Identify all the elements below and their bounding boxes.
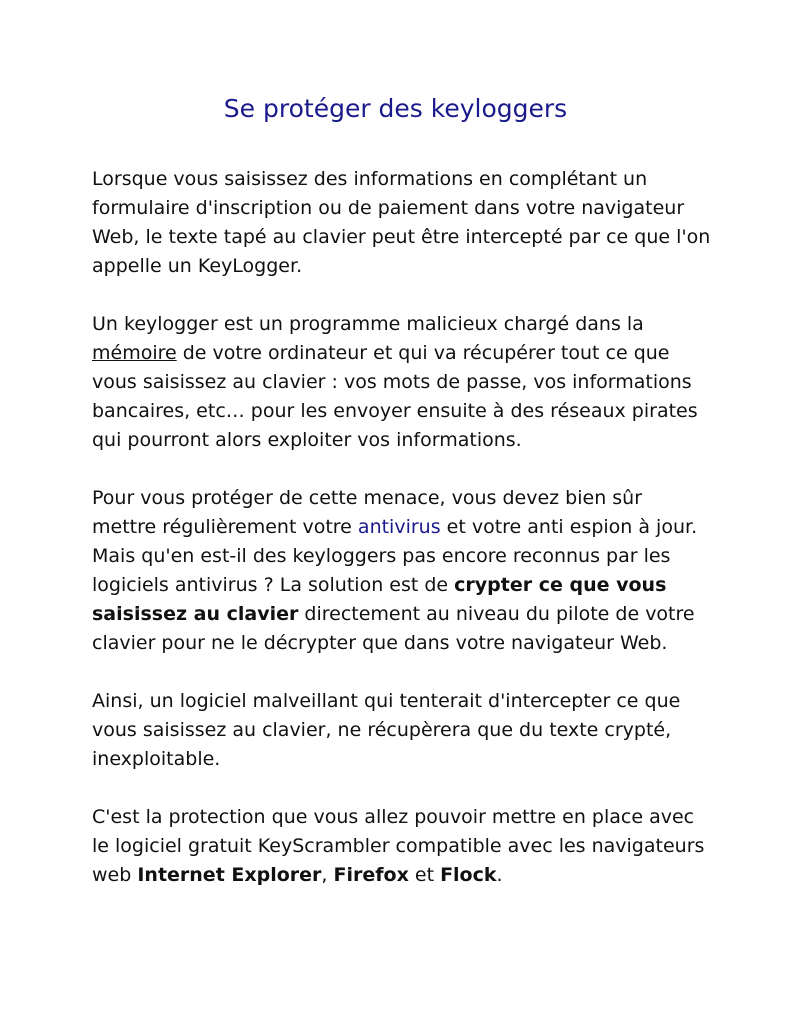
paragraph-3-bold-text: crypter ce que vous saisissez au clavier xyxy=(92,574,667,625)
paragraph-2-text-after: de votre ordinateur et qui va récupérer tout ce que vous saisissez au clavier : vos mots de passe, vos informations bancaires, etc… pour les envoyer ensuite à des réseaux pirates qui pourront alors exploiter vos informations. xyxy=(92,342,698,451)
paragraph-1: Lorsque vous saisissez des informations en complétant un formulaire d'inscription ou de paiement dans votre navigateur Web, le texte tapé au clavier peut être intercepté par ce que l'on appelle un KeyLogger. xyxy=(92,168,711,277)
separator-and: et xyxy=(408,864,441,886)
paragraph-2-text-before: Un keylogger est un programme malicieux chargé dans la xyxy=(92,313,644,335)
paragraph-3-text-after: directement au niveau du pilote de votre clavier pour ne le décrypter que dans votre navigateur Web. xyxy=(92,603,695,654)
article-body xyxy=(92,165,712,919)
page-title: Se protéger des keyloggers xyxy=(223,94,568,123)
paragraph-2 xyxy=(92,310,712,455)
separator-comma: , xyxy=(321,864,334,886)
browser-firefox: Firefox xyxy=(333,864,409,886)
paragraph-4: Ainsi, un logiciel malveillant qui tenterait d'intercepter ce que vous saisissez au clavier, ne récupèrera que du texte crypté, inexploitable. xyxy=(92,690,681,770)
paragraph-5 xyxy=(92,803,712,890)
browser-flock: Flock xyxy=(440,864,497,886)
browser-internet-explorer: Internet Explorer xyxy=(137,864,322,886)
paragraph-3-text-middle: et votre anti espion à jour. Mais qu'en est-il des keyloggers pas encore reconnus par les logiciels antivirus ? La solution est de xyxy=(92,516,698,596)
paragraph-5-end: . xyxy=(496,864,503,886)
memoire-link[interactable]: mémoire xyxy=(92,342,177,364)
paragraph-3 xyxy=(92,484,712,658)
antivirus-link[interactable]: antivirus xyxy=(357,516,441,538)
paragraph-3-text-before: Pour vous protéger de cette menace, vous devez bien sûr mettre régulièrement votre xyxy=(92,487,643,538)
paragraph-5-text-before: C'est la protection que vous allez pouvoir mettre en place avec le logiciel gratuit KeyScrambler compatible avec les navigateurs web xyxy=(92,806,705,886)
